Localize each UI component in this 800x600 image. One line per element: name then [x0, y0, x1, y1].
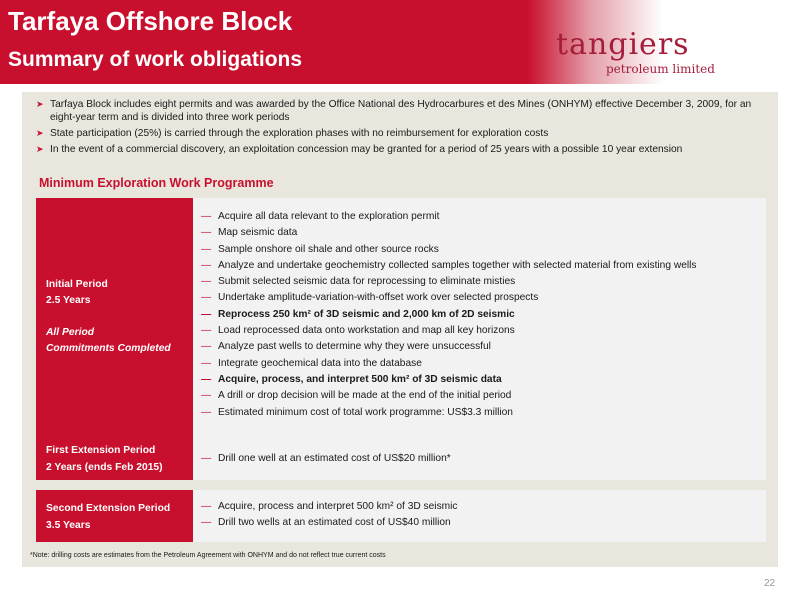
period-note-line2: Commitments Completed: [46, 343, 171, 354]
bullet-text: State participation (25%) is carried through the exploration phases with no reimbursement for exploration costs: [50, 128, 549, 139]
work-item-text: Acquire all data relevant to the exploration permit: [218, 211, 440, 222]
work-item-highlight: [201, 307, 766, 323]
dash-icon: —: [201, 357, 212, 369]
page-number: 22: [764, 578, 776, 589]
period-duration: 2 Years (ends Feb 2015): [46, 462, 163, 473]
period-row-initial: [36, 198, 766, 442]
content-panel: [22, 92, 778, 567]
bullet-text: In the event of a commercial discovery, an exploitation concession may be granted for a period of 25 years with a possible 10 year extension: [50, 144, 683, 155]
work-item-text: Drill one well at an estimated cost of US$20 million*: [218, 453, 451, 464]
dash-icon: —: [201, 517, 212, 529]
period-note-line1: All Period: [46, 327, 95, 338]
dash-icon: —: [201, 373, 212, 385]
period-name: Initial Period: [46, 279, 108, 290]
work-item-text: Submit selected seismic data for reprocessing to eliminate misties: [218, 276, 516, 288]
period-row-first-extension: [36, 438, 766, 480]
work-item: [201, 225, 766, 241]
work-item-text: Undertake amplitude-variation-with-offset work over selected prospects: [218, 292, 539, 304]
dash-icon: —: [201, 308, 212, 320]
period-label-second-extension: [36, 490, 193, 542]
work-item: [201, 515, 766, 531]
dash-icon: —: [201, 390, 212, 402]
logo-tagline: petroleum limited: [606, 62, 715, 76]
work-item: [201, 451, 766, 467]
work-item: [201, 405, 766, 421]
work-item: [201, 290, 766, 306]
work-item-text: Analyze past wells to determine why they were unsuccessful: [218, 341, 491, 353]
work-item: [201, 209, 766, 225]
logo-wordmark: tangiers: [556, 27, 690, 62]
work-item-highlight: [201, 372, 766, 388]
bullet-item: [36, 143, 766, 156]
dash-icon: —: [201, 341, 212, 353]
dash-icon: —: [201, 276, 212, 288]
triangle-bullet-icon: ➤: [36, 144, 44, 154]
dash-icon: —: [201, 453, 212, 464]
bullet-item: [36, 98, 766, 124]
dash-icon: —: [201, 211, 212, 222]
company-logo: [556, 27, 756, 78]
work-item: [201, 356, 766, 372]
work-item: [201, 242, 766, 258]
triangle-bullet-icon: ➤: [36, 128, 44, 138]
dash-icon: —: [201, 325, 212, 337]
dash-icon: —: [201, 243, 212, 255]
period-label-first-extension: [36, 438, 193, 480]
dash-icon: —: [201, 406, 212, 418]
work-item: [201, 274, 766, 290]
work-item-text: Reprocess 250 km² of 3D seismic and 2,000 km of 2D seismic: [218, 308, 515, 320]
dash-icon: —: [201, 501, 212, 512]
page-subtitle: Summary of work obligations: [8, 48, 303, 71]
work-item-text: Acquire, process and interpret 500 km² of 3D seismic: [218, 501, 458, 512]
dash-icon: —: [201, 259, 212, 271]
period-name: First Extension Period: [46, 445, 156, 456]
work-item: [201, 323, 766, 339]
bullet-text: Tarfaya Block includes eight permits and was awarded by the Office National des Hydrocarbures et des Mines (ONHYM) effective December 3, 2009, for an eight-year term and is divided into three work periods: [50, 99, 752, 123]
page-title: Tarfaya Offshore Block: [8, 6, 293, 36]
dash-icon: —: [201, 227, 212, 239]
section-title: Minimum Exploration Work Programme: [39, 176, 274, 190]
footnote: *Note: drilling costs are estimates from the Petroleum Agreement with ONHYM and do not reflect true current costs: [30, 552, 386, 559]
work-item-text: Integrate geochemical data into the database: [218, 357, 422, 369]
work-item: [201, 499, 766, 515]
period-duration: 2.5 Years: [46, 295, 91, 306]
work-item-text: Drill two wells at an estimated cost of US$40 million: [218, 517, 451, 529]
work-item-text: Analyze and undertake geochemistry collected samples together with selected material from existing wells: [218, 259, 697, 271]
intro-bullets: [36, 98, 766, 159]
header-banner: [0, 0, 800, 88]
period-duration: 3.5 Years: [46, 520, 91, 531]
work-item: [201, 388, 766, 404]
period-detail-first-extension: [201, 438, 766, 493]
period-detail-second-extension: [201, 490, 766, 551]
work-item-text: Acquire, process, and interpret 500 km² of 3D seismic data: [218, 373, 502, 385]
work-item-text: A drill or drop decision will be made at the end of the initial period: [218, 390, 512, 402]
triangle-bullet-icon: ➤: [36, 99, 44, 109]
work-item-text: Map seismic data: [218, 227, 298, 239]
work-item: [201, 339, 766, 355]
bullet-item: [36, 127, 766, 140]
period-row-second-extension: [36, 490, 766, 542]
period-detail-initial: [201, 198, 766, 453]
work-item-text: Sample onshore oil shale and other source rocks: [218, 243, 439, 255]
period-name: Second Extension Period: [46, 503, 171, 514]
period-label-initial: [36, 198, 193, 442]
dash-icon: —: [201, 292, 212, 304]
work-item-text: Estimated minimum cost of total work programme: US$3.3 million: [218, 406, 513, 418]
work-item-text: Load reprocessed data onto workstation and map all key horizons: [218, 325, 515, 337]
work-item: [201, 258, 766, 274]
